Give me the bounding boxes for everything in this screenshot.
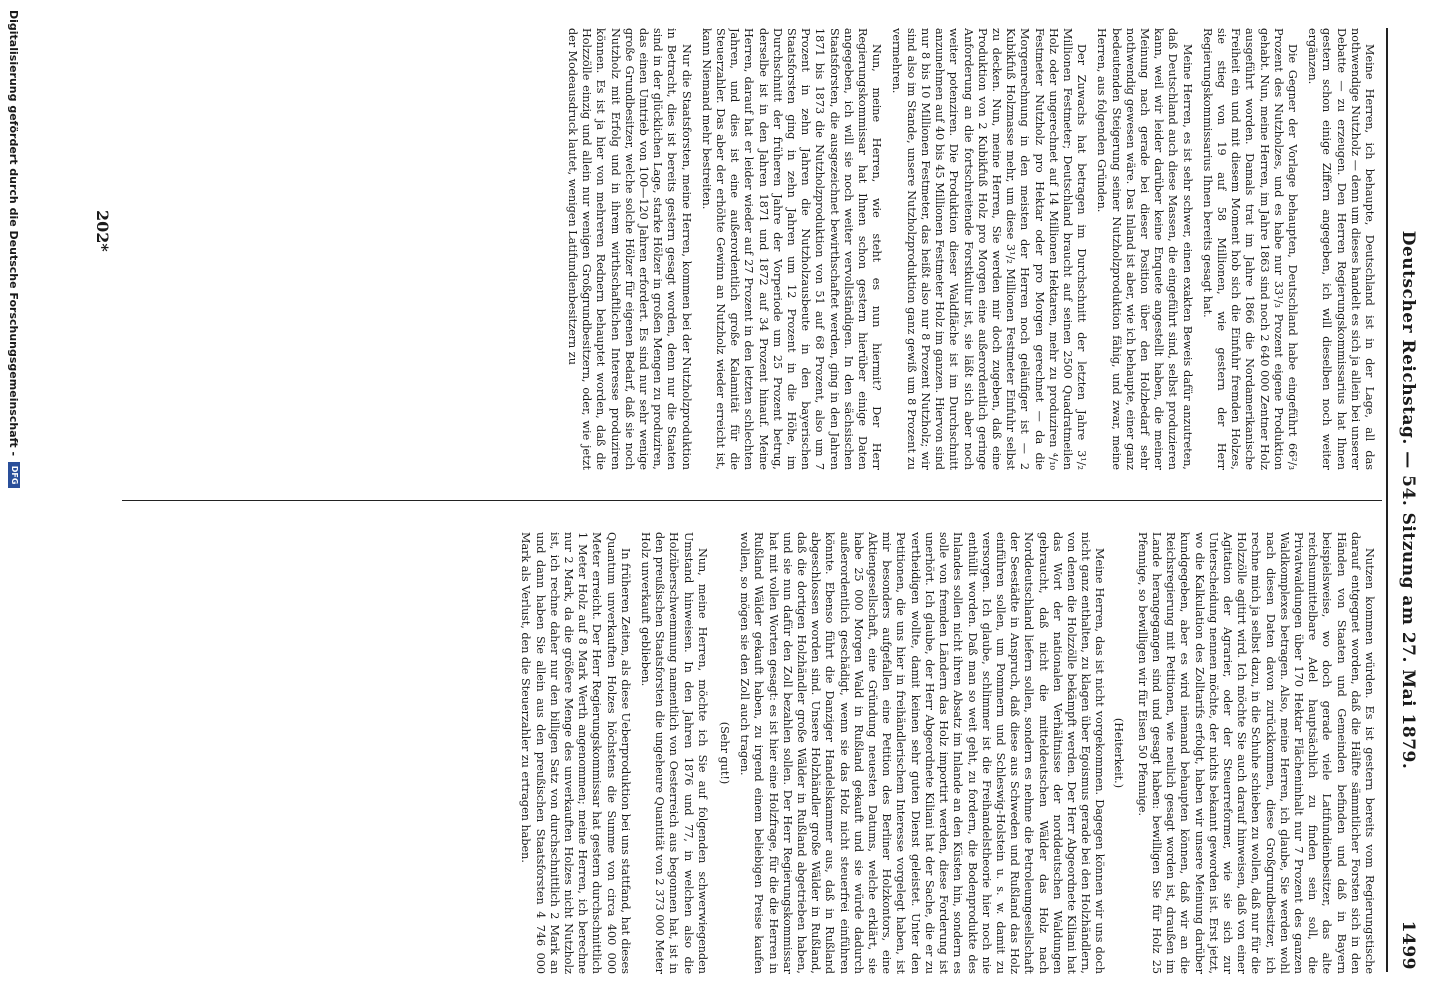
paragraph: In früheren Zeiten, als diese Ueberproduktion bei uns stattfand, hat dieses Quantum unverkauften Holzes höchstens die Summe von circa 400 000 Meter erreicht. Der Herr Regierungskommissar hat gestern durchschnittlich 1 Meter Holz auf 8 Mark Werth angenommen; meine Herren, ich berechne nur 2 Mark, da die größere Menge des unverkauften Holzes nicht Nutzholz ist, ich rechne daher nur den billigen Satz von durchschnittlich 2 Mark an und dann haben Sie allein aus den preußischen Staatsforsten 4 746 000 Mark als Verlust, den die Steuerzahler zu ertragen haben.: [519, 532, 632, 974]
paragraph: Nutzen kommen würden. Es ist gestern bereits vom Regierungstische darauf entgegnet worden, daß die Hälfte sämmtlicher Forsten sich in den Händen von Staaten und Gemeinden befinden und daß in Bayern beispielsweise, wo doch gerade viele Latifundienbesitzer, das alte reichsunmittelbare Adel hauptsächlich zu finden sein soll, die Privatwaldungen über 170 Hektar Flächeninhalt nur 7 Prozent des ganzen Waldkomplexes betragen. Also, meine Herren, ich glaube, Sie werden wohl nach diesen Daten davon zurückkommen, diese Großgrundbesitzer, ich rechne mich ja selbst dazu, in die Schuhe schieben zu wollen, daß nur für die Holzzölle agitirt wird. Ich möchte Sie auch darauf hinweisen, daß von einer Agitation der Agrarier, oder der Steuerreformer, wie sie sich zur Unterscheidung nennen möchte, der nichts bekannt geworden ist. Erst jetzt, wo die Kalkulation des Zolltarifs erfolgt, haben wir unsere Meinung darüber kundgegeben, aber es wird niemand behaupten können, daß wir an die Reichsregierung mit Petitionen, wie neulich gesagt worden ist, draußen im Lande herangegangen sind und gesagt haben: bewilligen Sie für Holz 25 Pfennige, so bewilligen wir für Eisen 50 Pfennige.: [1135, 532, 1376, 974]
paragraph: Nun, meine Herren, möchte ich Sie auf folgenden schwerwiegenden Umstand hinweisen. In den Jahren 1876 und 77, in welchen also die Holzüberschwemmung namentlich von Oesterreich aus begonnen hat, ist in den preußischen Staatsforsten die ungeheure Quantität von 2 373 000 Meter Holz unverkauft geblieben.: [639, 532, 709, 974]
right-column: [126, 532, 1376, 974]
signature-mark: 202*: [93, 210, 112, 252]
interjection: (Sehr gut!): [718, 721, 732, 785]
paragraph: Meine Herren, es ist sehr schwer, einen exakten Beweis dafür anzutreten, daß Deutschland auch diese Massen, die eingeführt sind, selbst produzieren kann, weil wir leider darüber keine Enquete angestellt haben, die meiner Meinung nach gerade bei dieser Position über den Holzbedarf sehr nothwendig gewesen wäre. Das Inland ist aber, wie ich behaupte, einer ganz bedeutenden Steigerung seiner Nutzholzproduktion fähig, und zwar, meine Herren, aus folgenden Gründen.: [1095, 28, 1194, 470]
footer-text: Digitalisierung gefördert durch die Deutsche Forschungsgemeinschaft -: [7, 10, 21, 457]
left-column: [126, 28, 1376, 470]
paragraph: Nun, meine Herren, wie steht es nun hiermit? Der Herr Regierungskommissar hat Ihnen schon gestern hierüber einige Daten angegeben, ich will sie noch weiter vervollständigen. In den sächsischen Staatsforsten, die ausgezeichnet bewirthschaftet werden, ging in den Jahren 1871 bis 1873 die Nutzholzproduktion von 51 auf 68 Prozent, also um 7 Prozent in zehn Jahren die Nutzholzausbeute in den bayerischen Staatsforsten ging in zehn Jahren um 12 Prozent in die Höhe, im Durchschnitt der früheren Jahre der Vorperiode um 25 Prozent betrug, derselbe ist in den Jahren 1871 und 1872 auf 34 Prozent hinauf. Meine Herren, darauf hat er leider wieder auf 27 Prozent in den letzten schlechten Jahren, und dies ist eine außerordentlich große Kalamität für die Steuerzahler. Das aber der erhöhte Gewinn an Nutzholz wieder erreicht ist, kann Niemand mehr bestreiten.: [699, 28, 884, 470]
interjection: (Heiterkeit.): [1111, 717, 1125, 789]
paragraph: Meine Herren, das ist nicht vorgekommen. Dagegen können wir uns doch nicht ganz enthalten, zu klagen über Egoismus gerade bei den Holzhändlern, von denen die Holzzölle bekämpft werden. Der Herr Abgeordnete Kiliani hat das Wort der nationalen Verhältnisse der norddeutschen Waldungen gebraucht, daß nicht die mitteldeutschen Wälder das Holz nach Norddeutschland liefern sollen, sondern es nehme die Petroleumgesellschaft der Seestädte in Anspruch, daß diese aus Schweden und Rußland das Holz einführen sollen, um Pommern und Schleswig-Holstein u. s. w. damit zu versorgen. Ich glaube, schlimmer ist die Freihandelstheorie hier noch nie enthüllt worden. Daß man so weit geht, zu fordern, die Bodenprodukte des Inlandes sollen nicht ihren Absatz im Inlande an den Küsten hin, sondern es solle von fremden Ländern das Holz importirt werden, diese Forderung ist unerhört. Ich glaube, der Herr Abgeordnete Kiliani hat der Sache, die er zu vertheidigen wollte, damit keinen sehr guten Dienst geleistet. Unter den Petitionen, die uns hier in freihändlerischem Interesse vorgelegt haben, ist mir besonders aufgefallen eine Petition des Berliner Holzkontors, eine Aktiengesellschaft, eine Gründung neuesten Datums, welche erklärt, sie habe 25 000 Morgen Wald in Rußland gekauft und sie würde dadurch außerordentlich geschädigt, wenn sie das Holz nicht steuerfrei einführen könnte. Ebenso führt die Danziger Handelskammer aus, daß in Rußland abgeschlossen worden sind. Unsere Holzhändler große Wälder in Rußland, daß die dortigen Holzhändler große Wälder in Rußland abgetrieben haben, und sie nun dafür den Zoll bezahlen sollen. Der Herr Regierungskommissar hat mit vollen Worten gesagt: es ist hier eine Holzfrage, für die die Herren in Rußland Wälder gekauft haben, zu irgend einem beliebigen Preise kaufen wollen, so mögen sie den Zoll auch tragen.: [738, 532, 1107, 974]
paragraph: Die Gegner der Vorlage behaupten, Deutschland habe eingeführt 66²/₃ Prozent des Nutzholzes, und es habe nur 33¹/₃ Prozent eigene Produktion gehabt. Nun, meine Herren, im Jahre 1863 sind noch 2 640 000 Zentner Holz ausgeführt worden. Damals trat im Jahre 1866 die Nordamerikanische Freiheit ein und mit diesem Moment hob sich die Einfuhr fremden Holzes, sie stieg von 19 auf 58 Millionen, wie gestern der Herr Regierungskommissarius Ihnen bereits gesagt hat.: [1200, 28, 1299, 470]
digitization-footer: [6, 0, 22, 1000]
column-divider: [122, 500, 1382, 501]
paragraph: Nur die Staatsforsten, meine Herren, kommen bei der Nutzholzproduktion in Betracht, dies ist bereits gestern gesagt worden, denn nur die Staaten sind in der glücklichen Lage, starke Hölzer in großen Mengen zu produziren, das einen Umtrieb von 100—120 Jahren erfordert. Es sind nur sehr wenige große Grundbesitzer, welche solche Hölzer für eigenen Bedarf, daß sie noch Nutzholz mit Erfolg und in ihrem wirthschaftlichen Interesse produziren können. Es ist ja hier von mehreren Rednern behauptet worden, daß die Holzzölle einzig und allein nur wenigen Großgrundbesitzern, oder, wie jetzt der Modeausdruck lautet, wenigen Latifundienbesitzern zu: [566, 28, 693, 470]
running-head: [1392, 30, 1418, 970]
paragraph: Der Zuwachs hat betragen im Durchschnitt der letzten Jahre 3¹/₂ Millionen Festmeter; Deutschland braucht auf seinen 2500 Quadratmeilen Holz oder ungerechnet auf 14 Millionen Hektaren, mehr zu produziren ⁴/₁₀ Festmeter Nutzholz pro Hektar oder pro Morgen gerechnet — da die Morgenrechnung in den meisten der Herren noch geläufiger ist — 2 Kubikfuß Holzmasse mehr, um diese 3¹/₂ Millionen Festmeter Einfuhr selbst zu decken. Nun, meine Herren, Sie werden mir doch zugeben, daß eine Produktion von 2 Kubikfuß Holz pro Morgen eine außerordentlich geringe Anforderung an die fortschreitende Forstkultur ist, sie läßt sich aber noch weiter potenziren. Die Produktion dieser Waldfläche ist im Durchschnitt anzunehmen auf 40 bis 45 Millionen Festmeter Holz im ganzen. Hiervon sind nur 8 bis 10 Millionen Festmeter, das heißt also nur 8 Prozent Nutzholz; wir sind also im Stande, unsere Nutzholzproduktion ganz gewiß um 8 Prozent zu vermehren.: [890, 28, 1089, 470]
header-rule: [1386, 28, 1388, 972]
page-number: 1499: [1398, 920, 1418, 970]
dfg-logo-icon: DFG: [8, 462, 20, 488]
page-title: Deutscher Reichstag. — 54. Sitzung am 27. Mai 1879.: [1398, 230, 1418, 770]
paragraph: Meine Herren, ich behaupte, Deutschland ist in der Lage, all das nothwendige Nutzholz — denn um dieses handelt es sich ja allein bei unserer Debatte — zu erzeugen. Den Herren Regierungskommissarius hat Ihnen gestern schon einige Ziffern angegeben, ich will dieselben noch weiter ergänzen.: [1306, 28, 1376, 470]
